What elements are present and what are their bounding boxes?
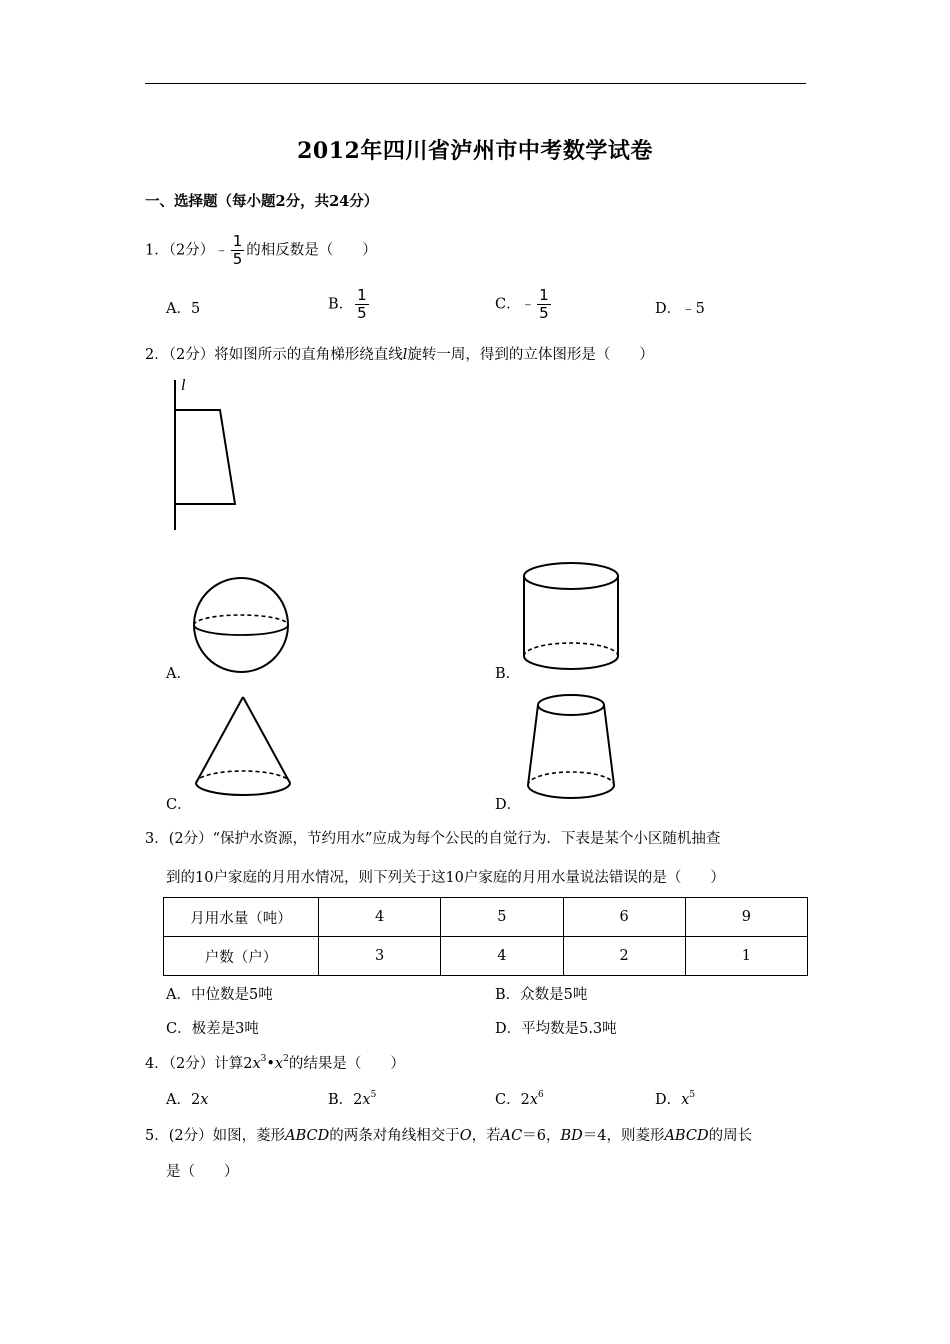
q3-option-a: A．中位数是5吨: [166, 987, 273, 1003]
table-row: [164, 898, 808, 937]
header-rule: [145, 83, 806, 84]
minus-sign: ﹣: [214, 242, 229, 259]
table-cell: 5: [441, 898, 563, 937]
q1-option-d: D．﹣5: [655, 301, 705, 317]
question-3-line-2: 到的10户家庭的月用水情况，则下列关于这10户家庭的月用水量说法错误的是（ ）: [166, 870, 725, 886]
q3-option-d: D．平均数是5.3吨: [495, 1021, 617, 1037]
q1-option-a: A．5: [166, 301, 201, 317]
q2-option-c: C．: [166, 797, 192, 813]
sphere-figure: [185, 570, 315, 680]
q1-option-b: B． $\frac{1}{5}$: [328, 286, 367, 322]
question-4: 4．（2分）计算$2x^3•x^2$的结果是（ ）: [145, 1054, 405, 1072]
table-cell: 月用水量（吨）: [164, 898, 319, 937]
question-5-line-2: 是（ ）: [166, 1164, 239, 1180]
question-3-line-1: 3．(2分）“保护水资源，节约用水”应成为每个公民的自觉行为．下表是某个小区随机抽查: [145, 831, 721, 847]
question-2: 2．（2分）将如图所示的直角梯形绕直线l旋转一周，得到的立体图形是（ ）: [145, 347, 654, 363]
table-cell: 9: [685, 898, 807, 937]
frustum-figure: [520, 688, 630, 808]
water-usage-table: [163, 897, 808, 976]
table-cell: 4: [441, 937, 563, 976]
table-cell: 2: [563, 937, 685, 976]
question-1: [145, 233, 377, 268]
table-cell: 3: [319, 937, 441, 976]
q1-option-c: C．﹣ $\frac{1}{5}$: [495, 286, 549, 322]
trapezoid-figure: [160, 372, 260, 537]
table-cell: 6: [563, 898, 685, 937]
section-heading: 一、选择题（每小题2分，共24分）: [145, 193, 379, 210]
table-cell: 户数（户）: [164, 937, 319, 976]
cylinder-figure: [515, 556, 635, 681]
page-title: 2012年四川省泸州市中考数学试卷: [297, 138, 653, 164]
axis-label: l: [181, 377, 186, 394]
question-number: 1．（2分）: [145, 242, 215, 259]
q3-option-c: C．极差是3吨: [166, 1021, 259, 1037]
q4-option-c: C．$2x^6$: [495, 1090, 544, 1108]
fraction: $\frac{1}{5}$: [232, 232, 243, 268]
question-text: 的相反数是（ ）: [246, 242, 377, 259]
question-5-line-1: 5．(2分）如图，菱形ABCD的两条对角线相交于O，若AC＝6，BD＝4，则菱形ABCD的周长: [145, 1128, 753, 1144]
table-cell: 4: [319, 898, 441, 937]
cone-figure: [185, 690, 315, 805]
q4-option-a: A．2x: [166, 1092, 209, 1108]
table-cell: 1: [685, 937, 807, 976]
q2-option-a: A．: [166, 666, 191, 682]
q4-option-b: B．$2x^5$: [328, 1090, 377, 1108]
table-row: [164, 937, 808, 976]
q3-option-b: B．众数是5吨: [495, 987, 588, 1003]
q2-option-d: D．: [495, 797, 522, 813]
q4-option-d: D．$x^5$: [655, 1090, 696, 1108]
q2-option-b: B．: [495, 666, 521, 682]
